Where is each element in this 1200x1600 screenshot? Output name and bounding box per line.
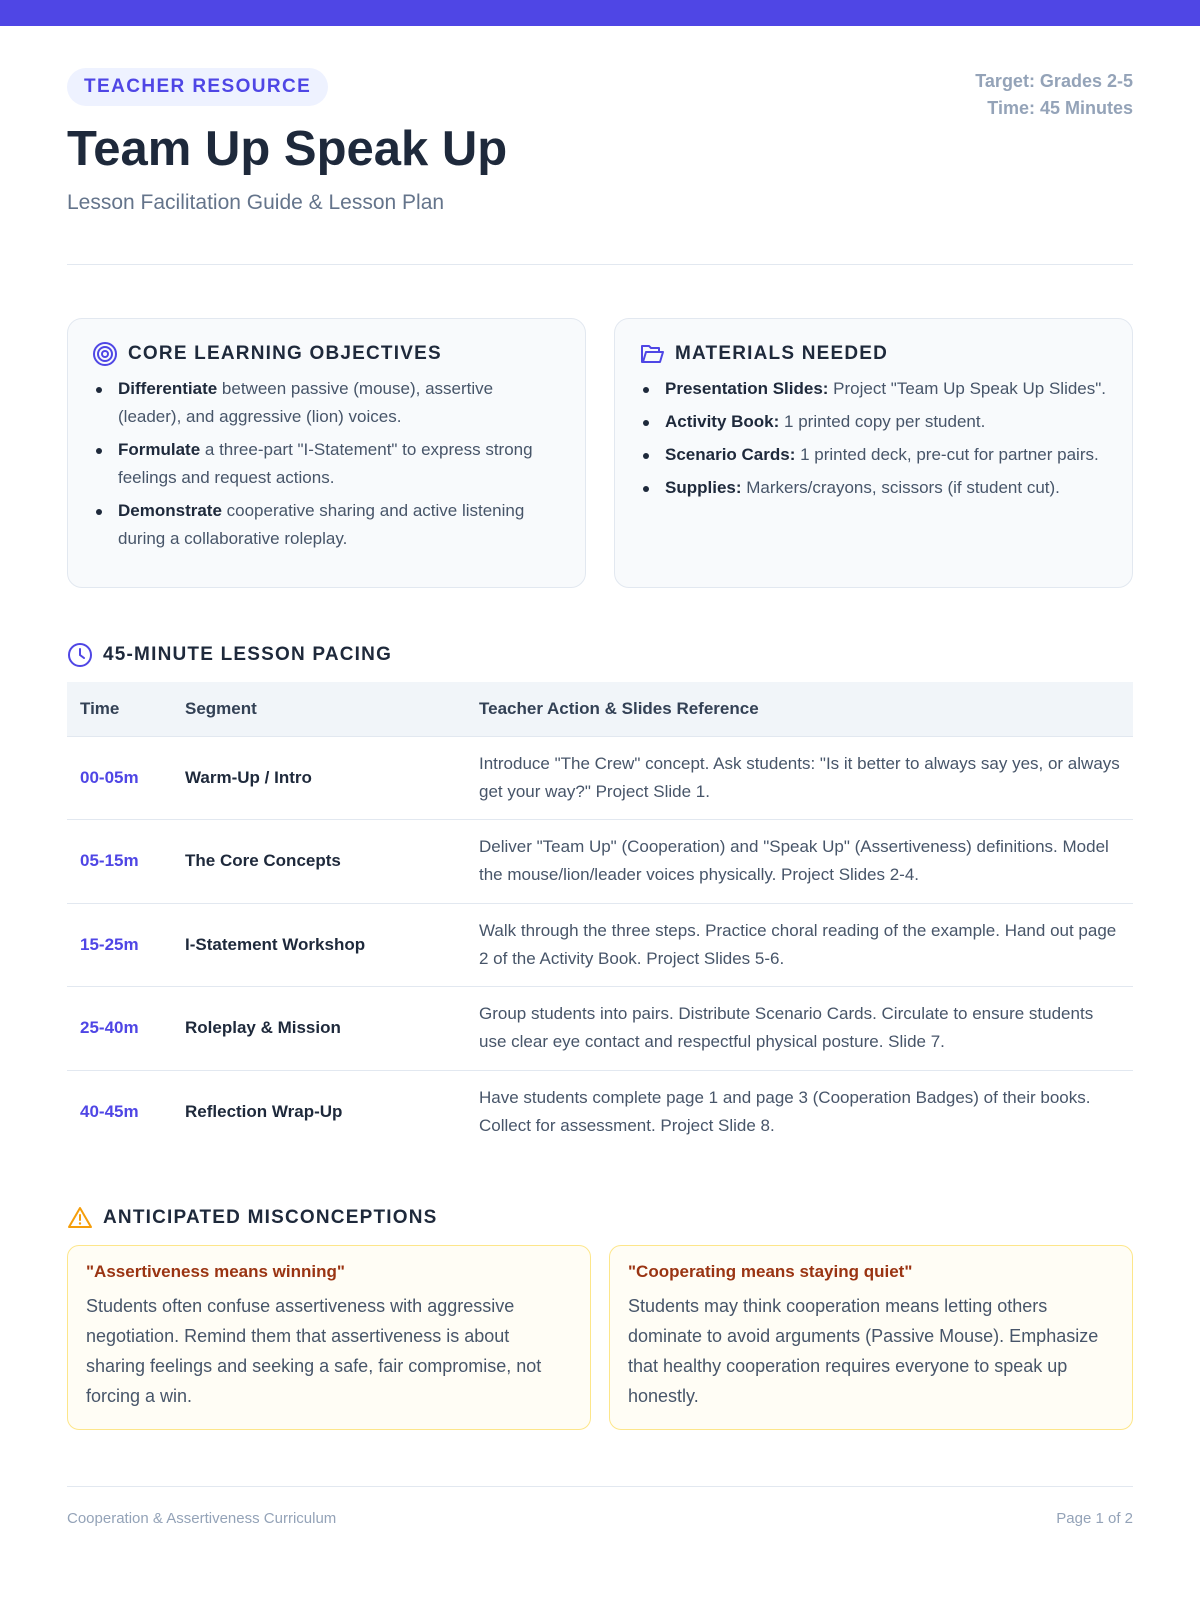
materials-list	[639, 375, 1108, 502]
row-segment: I-Statement Workshop	[172, 903, 466, 987]
misconception-text: Students may think cooperation means letting others dominate to avoid arguments (Passive Mouse). Emphasize that healthy cooperation requires everyone to speak up honestly.	[628, 1296, 1099, 1406]
material-item: Scenario Cards: 1 printed deck, pre-cut for partner pairs.	[639, 441, 1108, 469]
material-item: Activity Book: 1 printed copy per student.	[639, 408, 1108, 436]
materials-heading	[639, 341, 1108, 367]
material-item: Supplies: Markers/crayons, scissors (if student cut).	[639, 474, 1108, 502]
objective-item: Demonstrate cooperative sharing and active listening during a collaborative roleplay.	[92, 497, 561, 553]
table-row	[67, 903, 1133, 987]
materials-card	[614, 318, 1133, 588]
misconceptions-title: ANTICIPATED MISCONCEPTIONS	[103, 1207, 438, 1228]
table-row	[67, 736, 1133, 820]
table-header-row	[67, 682, 1133, 736]
row-action: Walk through the three steps. Practice choral reading of the example. Hand out page 2 of the Activity Book. Project Slides 5-6.	[466, 903, 1133, 987]
row-segment: The Core Concepts	[172, 820, 466, 904]
clock-icon	[67, 642, 93, 668]
row-action: Introduce "The Crew" concept. Ask students: "Is it better to always say yes, or always get your way?" Project Slide 1.	[466, 736, 1133, 820]
page-number: Page 1 of 2	[1056, 1510, 1133, 1527]
objectives-card	[67, 318, 586, 588]
row-time: 00-05m	[67, 736, 172, 820]
row-segment: Roleplay & Mission	[172, 987, 466, 1071]
header-divider	[67, 264, 1133, 265]
column-header-segment: Segment	[172, 682, 466, 736]
objectives-list	[92, 375, 561, 553]
page-subtitle: Lesson Facilitation Guide & Lesson Plan	[67, 190, 445, 214]
row-segment: Reflection Wrap-Up	[185, 1102, 343, 1121]
row-time: 25-40m	[67, 987, 172, 1071]
misconception-title: "Assertiveness means winning"	[86, 1262, 345, 1281]
document-header	[67, 68, 1133, 215]
page-footer	[67, 1510, 1133, 1527]
row-action: Have students complete page 1 and page 3 (Cooperation Badges) of their books. Collect for assessment. Project Slide 8.	[479, 1088, 1091, 1135]
row-action: Deliver "Team Up" (Cooperation) and "Speak Up" (Assertiveness) definitions. Model the mouse/lion/leader voices physically. Project Slides 2-4.	[466, 820, 1133, 904]
resource-badge: TEACHER RESOURCE	[67, 68, 328, 106]
target-grades: Target: Grades 2-5	[975, 71, 1133, 91]
table-row	[67, 987, 1133, 1071]
misconception-text: Students often confuse assertiveness with aggressive negotiation. Remind them that assertiveness is about sharing feelings and seeking a safe, fair compromise, not forcing a win.	[86, 1296, 542, 1406]
pacing-title: 45-MINUTE LESSON PACING	[103, 644, 393, 665]
material-item: Presentation Slides: Project "Team Up Speak Up Slides".	[639, 375, 1108, 403]
objectives-heading	[92, 341, 561, 367]
objective-item: Formulate a three-part "I-Statement" to express strong feelings and request actions.	[92, 436, 561, 492]
lesson-meta	[975, 68, 1133, 122]
table-row	[67, 1070, 1133, 1154]
row-action: Group students into pairs. Distribute Scenario Cards. Circulate to ensure students use clear eye contact and respectful physical posture. Slide 7.	[466, 987, 1133, 1071]
column-header-action: Teacher Action & Slides Reference	[466, 682, 1133, 736]
top-accent-bar	[0, 0, 1200, 26]
pacing-table	[67, 682, 1133, 1154]
materials-title: MATERIALS NEEDED	[675, 343, 889, 364]
misconception-card	[609, 1245, 1133, 1430]
target-icon	[92, 341, 118, 367]
objective-item: Differentiate between passive (mouse), assertive (leader), and aggressive (lion) voices.	[92, 375, 561, 431]
pacing-heading	[67, 642, 392, 668]
misconception-title: "Cooperating means staying quiet"	[628, 1262, 913, 1281]
warning-icon	[67, 1205, 93, 1231]
row-time: 15-25m	[67, 903, 172, 987]
objectives-title: CORE LEARNING OBJECTIVES	[128, 343, 442, 364]
row-time: 40-45m	[80, 1102, 139, 1121]
table-row	[67, 820, 1133, 904]
row-segment: Warm-Up / Intro	[172, 736, 466, 820]
row-time: 05-15m	[67, 820, 172, 904]
folder-icon	[639, 341, 665, 367]
curriculum-name: Cooperation & Assertiveness Curriculum	[67, 1510, 337, 1527]
misconceptions-heading	[67, 1205, 438, 1231]
footer-divider	[67, 1486, 1133, 1487]
lesson-duration: Time: 45 Minutes	[987, 98, 1133, 118]
page-title: Team Up Speak Up	[67, 122, 508, 176]
misconception-card	[67, 1245, 591, 1430]
column-header-time: Time	[67, 682, 172, 736]
